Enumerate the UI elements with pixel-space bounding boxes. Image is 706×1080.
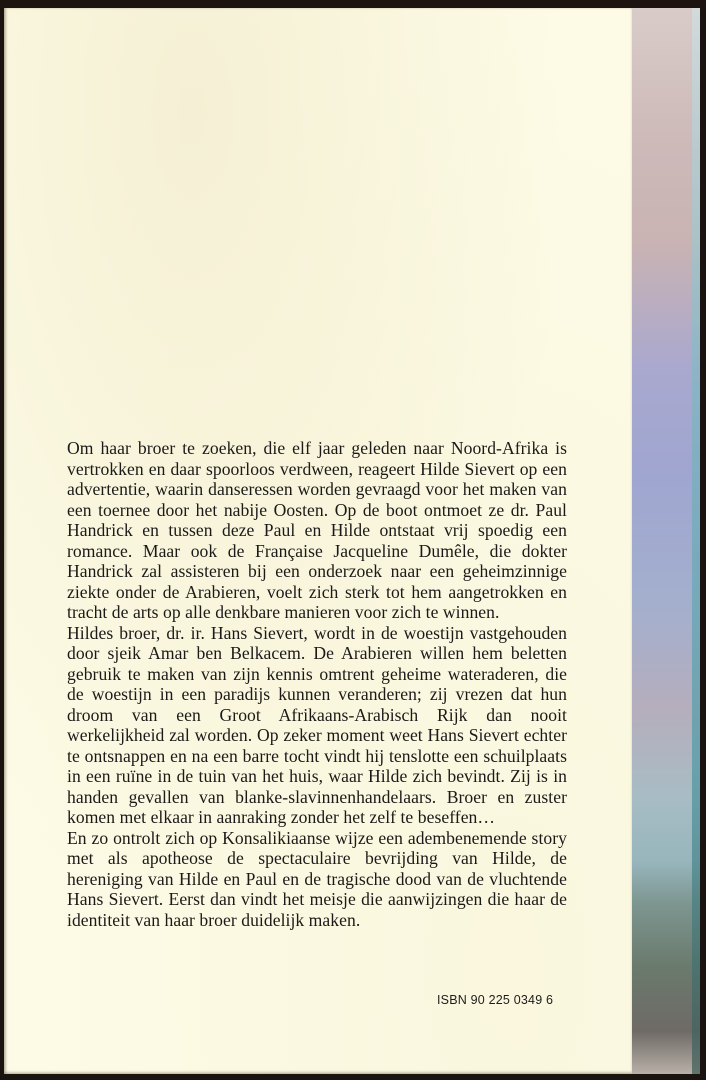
blurb-paragraph-3: En zo ontrolt zich op Konsalikiaanse wijze een adembenemende story met als apotheose de spectaculaire bevrijding van Hilde, de hereniging van Hilde en Paul en de tragische dood van de vluchtende Hans Sievert. Eerst dan vindt het meisje die aanwijzingen die haar de identiteit van haar broer duidelijk maken. [67, 827, 567, 930]
blurb-paragraph-1: Om haar broer te zoeken, die elf jaar geleden naar Noord-Afrika is vertrokken en daar spoorloos verdween, reageert Hilde Sievert op een advertentie, waarin danseressen worden gevraagd voor het maken van een toernee door het nabije Oosten. Op de boot ontmoet ze dr. Paul Handrick en tussen deze Paul en Hilde ontstaat vrij spoedig een romance. Maar ook de Française Jacqueline Dumêle, die dokter Handrick zal assisteren bij een onderzoek naar een geheimzinnige ziekte onder de Arabieren, voelt zich sterk tot hem aangetrokken en tracht de arts op alle denkbare manieren voor zich te winnen. [67, 438, 567, 622]
blurb-text [67, 438, 567, 930]
blurb-paragraph-2: Hildes broer, dr. ir. Hans Sievert, wordt in de woestijn vastgehouden door sjeik Amar ben Belkacem. De Arabieren willen hem beletten gebruik te maken van zijn kennis omtrent geheime wateraderen, die de woestijn in een paradijs kunnen veranderen; zij vrezen dat hun droom van een Groot Afrikaans-Arabisch Rijk dan nooit werkelijkheid zal worden. Op zeker moment weet Hans Sievert echter te ontsnappen en na een barre tocht vindt hij tenslotte een schuilplaats in een ruïne in de tuin van het huis, waar Hilde zich bevindt. Zij is in handen gevallen van blanke-slavinnenhandelaars. Broer en zuster komen met elkaar in aanraking zonder het zelf te beseffen… [67, 622, 567, 827]
isbn-number: ISBN 90 225 0349 6 [437, 993, 554, 1007]
spine-edge [692, 8, 700, 1074]
cover-spine-artwork [632, 8, 700, 1074]
